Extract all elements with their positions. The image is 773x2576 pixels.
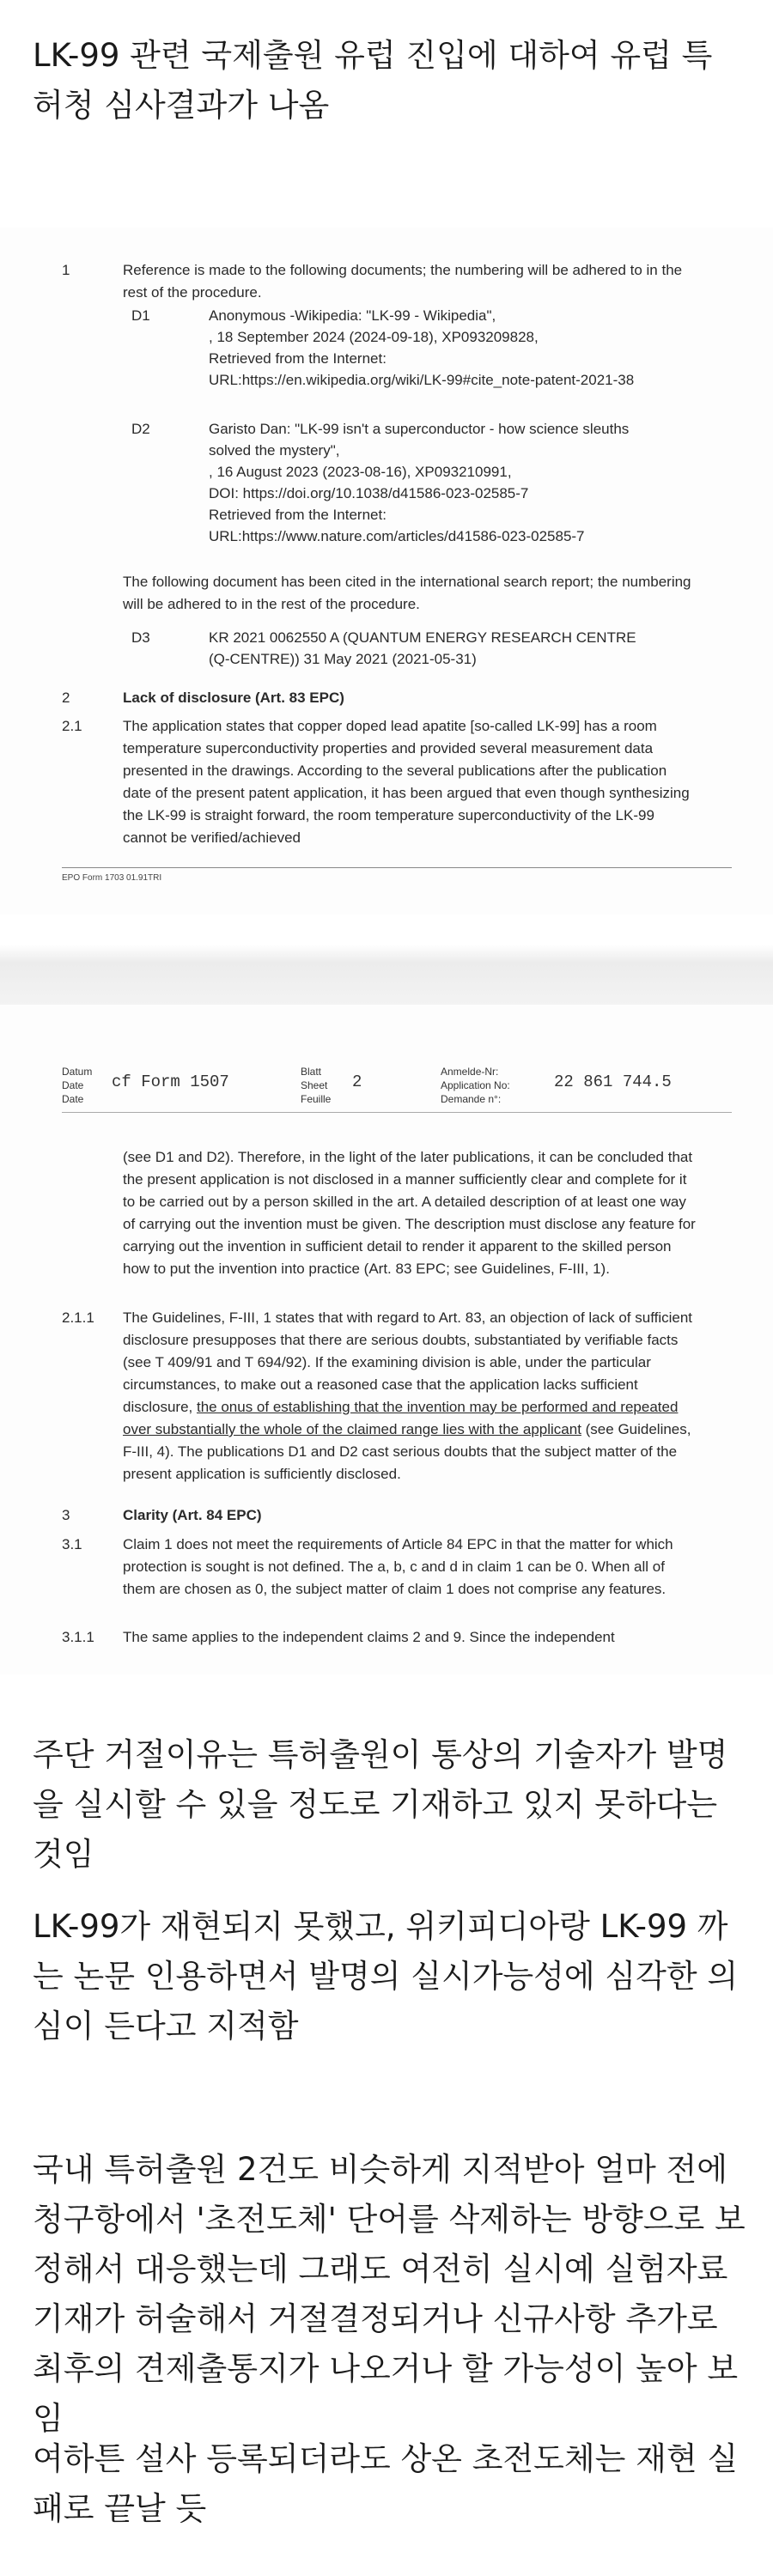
section-3-1-1-text: The same applies to the independent claims 2 and 9. Since the independent (123, 1629, 615, 1645)
section-2-1-1-text-a: The Guidelines, F-III, 1 states that with regard to Art. 83, an objection of lack of sufficient disclosure presupposes that there are serious doubts, substantiated by verifiable facts (see T 409/91 and T 694/92). If the examining division is able, under the particular circumstances, to make out a reasoned case that the application lacks sufficient disclosure, (123, 1309, 693, 1415)
section-3-number: 3 (62, 1507, 70, 1523)
isr-note: The following document has been cited in the international search report; the numbering will be adhered to in the rest of the procedure. (123, 574, 691, 612)
application-number: 22 861 744.5 (554, 1072, 672, 1091)
scanned-document-page-2 (0, 1005, 773, 1674)
section-2-number: 2 (62, 690, 70, 706)
section-2-1-1-text-b: (see Guidelines, F-III, 4). The publications D1 and D2 cast serious doubts that the subject matter of the present application is sufficiently disclosed. (123, 1421, 691, 1482)
section-2-1-continuation: (see D1 and D2). Therefore, in the light of the later publications, it can be concluded that the present application is not disclosed in a manner sufficiently clear and complete for it to be carried out by a person skilled in the art. A detailed description of at least one way of carrying out the invention must be given. The description must disclose any feature for carrying out the invention in sufficient detail to render it apparent to the skilled person how to put the invention into practice (Art. 83 EPC; see Guidelines, F-III, 1). (123, 1149, 696, 1277)
section-2-1-1-underlined: the onus of establishing that the invention may be performed and repeated over substantially the whole of the claimed range lies with the applicant (123, 1399, 679, 1437)
header-divider (62, 1112, 732, 1113)
post-paragraph-4: 여하튼 설사 등록되더라도 상온 초전도체는 재현 실패로 끝날 듯 (33, 2440, 739, 2527)
date-labels: Datum Date Date (62, 1066, 93, 1105)
post-paragraph-3: 국내 특허출원 2건도 비슷하게 지적받아 얼마 전에 청구항에서 '초전도체' 단어를 삭제하는 방향으로 보정해서 대응했는데 그래도 여전히 실시예 실험자료 기재가 허술해서 거절결정되거나 신규사항 추가로 최후의 견제출통지가 나오거나 할 가능성이 높아 보임 (33, 2151, 746, 2437)
form-footer: EPO Form 1703 01.91TRI (62, 873, 162, 883)
citation-text-d1: Anonymous -Wikipedia: "LK-99 - Wikipedia", , 18 September 2024 (2024-09-18), XP093209828, Retrieved from the Internet: URL:https://en.wikipedia.org/wiki/LK-99#cite_note-patent-2021-38 (209, 307, 635, 388)
section-1-intro: Reference is made to the following documents; the numbering will be adhered to in the rest of the procedure. (123, 262, 683, 301)
citation-code-d3: D3 (131, 629, 150, 646)
section-3-1-number: 3.1 (62, 1536, 82, 1552)
section-3-title: Clarity (Art. 84 EPC) (123, 1507, 262, 1523)
form-reference: cf Form 1507 (112, 1072, 229, 1091)
citation-code-d2: D2 (131, 421, 150, 437)
citation-code-d1: D1 (131, 307, 150, 324)
sheet-number: 2 (352, 1072, 362, 1091)
post-heading: LK-99 관련 국제출원 유럽 진입에 대하여 유럽 특허청 심사결과가 나옴 (33, 37, 713, 124)
section-2-1-number: 2.1 (62, 718, 82, 734)
post-paragraph-2: LK-99가 재현되지 못했고, 위키피디아랑 LK-99 까는 논문 인용하면서 발명의 실시가능성에 심각한 의심이 든다고 지적함 (33, 1908, 739, 2044)
post-paragraph-1: 주단 거절이유는 특허출원이 통상의 기술자가 발명을 실시할 수 있을 정도로 기재하고 있지 못하다는 것임 (33, 1736, 728, 1873)
scanned-document-page-1 (0, 228, 773, 914)
section-2-1-1-text (123, 1307, 698, 1485)
section-2-1-text: The application states that copper doped lead apatite [so-called LK-99] has a room temperature superconductivity properties and provided several measurement data presented in the drawings. According to the several publications after the publication date of the present patent application, it has been argued that even though synthesizing the LK-99 is straight forward, the room temperature superconductivity of the LK-99 cannot be verified/achieved (123, 718, 690, 846)
footer-divider (62, 867, 732, 868)
application-labels: Anmelde-Nr: Application No: Demande n°: (441, 1066, 510, 1105)
citation-text-d2: Garisto Dan: "LK-99 isn't a superconductor - how science sleuths solved the mystery", , 16 August 2023 (2023-08-16), XP093210991, DOI: https://doi.org/10.1038/d41586-023-02585-7 Retrieved from the Internet: URL:https://www.nature.com/articles/d41586-023-02585-7 (209, 421, 630, 544)
section-2-1-1-number: 2.1.1 (62, 1309, 94, 1326)
section-3-1-1-number: 3.1.1 (62, 1629, 94, 1645)
section-1-number: 1 (62, 262, 70, 278)
sheet-labels: Blatt Sheet Feuille (301, 1066, 332, 1105)
section-2-title: Lack of disclosure (Art. 83 EPC) (123, 690, 344, 706)
section-3-1-text: Claim 1 does not meet the requirements of Article 84 EPC in that the matter for which protection is sought is not defined. The a, b, c and d in claim 1 can be 0. When all of them are chosen as 0, the subject matter of claim 1 does not comprise any features. (123, 1536, 673, 1597)
citation-text-d3: KR 2021 0062550 A (QUANTUM ENERGY RESEARCH CENTRE (Q-CENTRE)) 31 May 2021 (2021-05-31) (209, 629, 636, 667)
page-separator (0, 945, 773, 1005)
